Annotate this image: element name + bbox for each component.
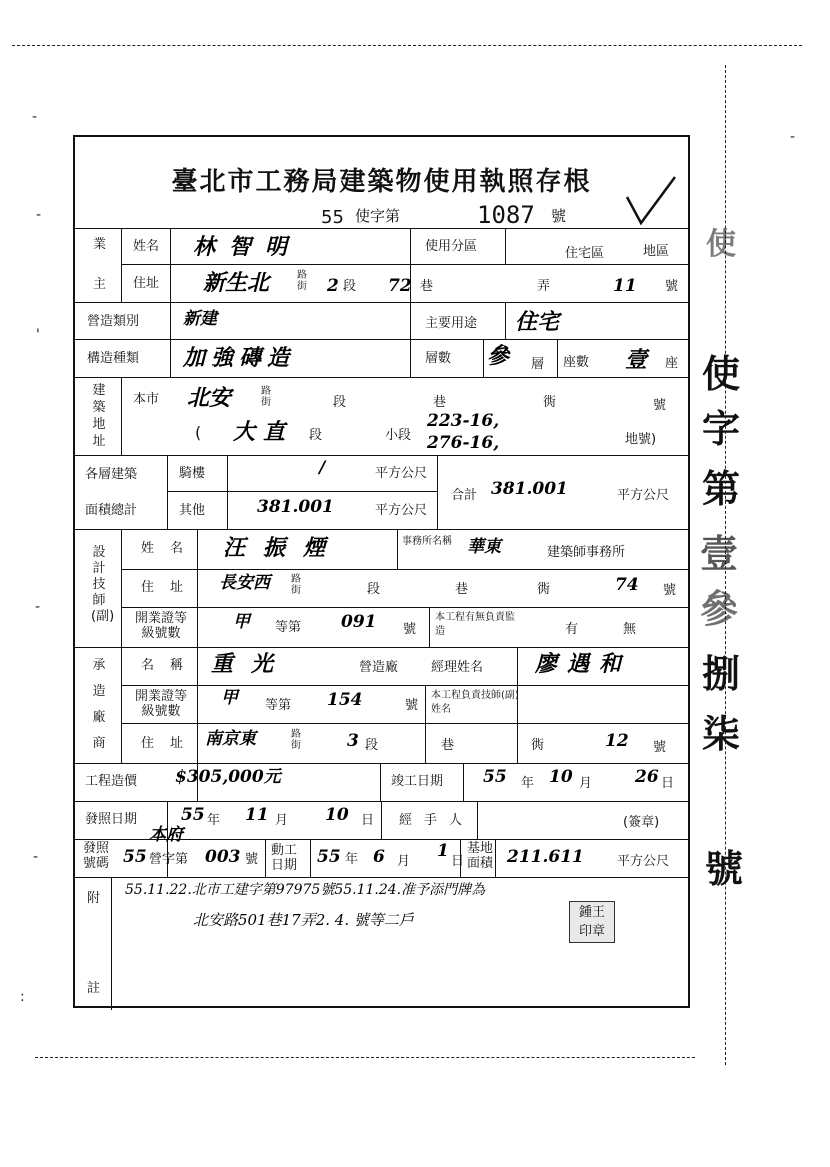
section-unit: 段 bbox=[333, 395, 347, 410]
day-unit: 日 bbox=[451, 854, 465, 869]
area-unit: 平方公尺 bbox=[375, 466, 428, 481]
district-unit: 段 bbox=[309, 428, 323, 443]
owner-name-label: 姓名 bbox=[133, 239, 160, 254]
designer-address-street: 長安西 bbox=[219, 573, 270, 593]
row-rule bbox=[75, 763, 688, 764]
structure-label: 構造種類 bbox=[87, 351, 140, 366]
col-rule bbox=[380, 763, 381, 801]
completion-year: 55 bbox=[483, 767, 507, 787]
alley-unit: 衖 bbox=[543, 395, 557, 410]
margin-char: 參 bbox=[700, 586, 739, 631]
completion-month: 10 bbox=[549, 767, 573, 787]
scan-speck: - bbox=[33, 849, 39, 865]
license-unit: 號 bbox=[405, 698, 419, 713]
lane-unit: 巷 bbox=[455, 582, 469, 597]
col-rule bbox=[477, 801, 478, 839]
firm-suffix: 營造廠 bbox=[359, 660, 399, 675]
designer-address-number: 74 bbox=[615, 575, 639, 595]
designer-address-label: 住址 bbox=[141, 580, 200, 595]
main-use-value: 住宅 bbox=[515, 309, 560, 335]
issue-label: 發照日期 bbox=[85, 812, 138, 827]
owner-section-label: 主 bbox=[93, 277, 107, 292]
col-rule bbox=[170, 228, 171, 377]
col-rule bbox=[505, 228, 506, 264]
col-rule bbox=[381, 801, 382, 839]
permit-number-value: 003 bbox=[205, 847, 241, 867]
permit-suffix: 號 bbox=[551, 207, 567, 225]
category-label: 營造類別 bbox=[87, 314, 140, 329]
engineer-label: 本工程負責技師(副)姓名 bbox=[431, 690, 519, 715]
main-use-label: 主要用途 bbox=[425, 316, 478, 331]
buildings-label: 座數 bbox=[563, 355, 590, 370]
designer-name-value: 汪振煙 bbox=[223, 535, 344, 561]
issue-year: 55 bbox=[181, 805, 205, 825]
permit-year: 55 bbox=[123, 847, 147, 867]
row-rule bbox=[167, 491, 437, 492]
margin-char: 柒 bbox=[702, 711, 741, 756]
year-unit: 年 bbox=[207, 813, 221, 828]
margin-char: 捌 bbox=[702, 651, 741, 696]
contractor-name-label: 名稱 bbox=[141, 658, 200, 673]
row-rule bbox=[121, 723, 688, 724]
manager-label: 經理姓名 bbox=[431, 660, 484, 675]
zone-suffix: 地區 bbox=[643, 244, 670, 259]
row-rule bbox=[75, 228, 688, 229]
margin-char: 第 bbox=[702, 466, 741, 511]
permit-type-label: 使字第 bbox=[355, 207, 401, 225]
lane-unit: 巷 bbox=[441, 738, 455, 753]
row-rule bbox=[121, 685, 688, 686]
owner-section-label: 業 bbox=[93, 237, 107, 252]
supervision-no: 無 bbox=[623, 622, 637, 637]
floors-value: 參 bbox=[487, 343, 510, 369]
lane-unit: 巷 bbox=[420, 279, 434, 294]
number-unit: 號 bbox=[245, 852, 259, 867]
number-unit: 號 bbox=[653, 740, 667, 755]
month-unit: 月 bbox=[275, 813, 289, 828]
section-unit: 段 bbox=[343, 279, 357, 294]
road-street-unit: 路街 bbox=[291, 729, 301, 751]
office-value: 華東 bbox=[467, 537, 501, 557]
road-street-unit: 路街 bbox=[297, 270, 307, 292]
district-value: 大直 bbox=[233, 419, 294, 445]
lot-number: 276-16, bbox=[427, 433, 500, 453]
col-rule bbox=[111, 877, 112, 1010]
issue-month: 11 bbox=[245, 805, 269, 825]
alley-unit: 衖 bbox=[531, 738, 545, 753]
city-label: 本市 bbox=[133, 392, 160, 407]
margin-char: 字 bbox=[702, 406, 741, 451]
contractor-section-label: 承造廠商 bbox=[92, 658, 106, 751]
contractor-address-label: 住址 bbox=[141, 736, 200, 751]
row-rule bbox=[121, 264, 688, 265]
col-rule bbox=[505, 302, 506, 339]
floors-unit: 層 bbox=[531, 357, 545, 372]
other-label: 其他 bbox=[179, 503, 206, 518]
scan-edge-top bbox=[12, 45, 802, 46]
license-unit: 號 bbox=[403, 622, 417, 637]
col-rule bbox=[410, 228, 411, 377]
subsection-label: 小段 bbox=[385, 428, 412, 443]
area-unit: 平方公尺 bbox=[375, 503, 428, 518]
col-rule bbox=[429, 607, 430, 647]
total-value: 381.001 bbox=[491, 479, 568, 499]
year-unit: 年 bbox=[521, 776, 535, 791]
area-label: 面積總計 bbox=[85, 503, 138, 518]
supervision-label: 本工程有無負責監造 bbox=[435, 612, 515, 637]
row-rule bbox=[75, 529, 688, 530]
designer-name-label: 姓名 bbox=[141, 541, 200, 556]
open-paren: ( bbox=[195, 423, 202, 442]
start-year: 55 bbox=[317, 847, 341, 867]
number-unit: 號 bbox=[663, 583, 677, 598]
road-street-unit: 路街 bbox=[291, 574, 301, 596]
month-unit: 月 bbox=[397, 854, 411, 869]
lane-unit: 巷 bbox=[433, 395, 447, 410]
contractor-address-street: 南京東 bbox=[205, 729, 256, 749]
col-rule bbox=[121, 228, 122, 302]
start-label: 動工日期 bbox=[271, 843, 298, 873]
owner-address-street: 新生北 bbox=[203, 270, 270, 296]
row-rule bbox=[75, 647, 688, 648]
remarks-line: 北安路501巷17弄2. 4. 號等二戶 bbox=[193, 911, 414, 929]
form-title: 臺北市工務局建築物使用執照存根 bbox=[171, 167, 592, 197]
contractor-license-label: 開業證等級號數 bbox=[134, 689, 187, 719]
row-rule bbox=[121, 607, 688, 608]
col-rule bbox=[557, 339, 558, 377]
start-day: 1 bbox=[437, 841, 449, 861]
month-unit: 月 bbox=[579, 776, 593, 791]
contractor-address-section: 3 bbox=[347, 731, 359, 751]
license-mid: 等第 bbox=[265, 698, 292, 713]
scan-edge-bottom bbox=[35, 1057, 695, 1058]
alley-unit: 衖 bbox=[537, 582, 551, 597]
col-rule bbox=[121, 377, 122, 455]
number-unit: 號 bbox=[653, 398, 667, 413]
designer-section-label: 設計技師(副) bbox=[91, 545, 115, 624]
lot-suffix: 地號) bbox=[625, 432, 657, 447]
base-area-label: 基地面積 bbox=[467, 841, 494, 871]
margin-char: 使 bbox=[706, 227, 736, 262]
row-rule bbox=[75, 339, 688, 340]
manager-value: 廖遇和 bbox=[535, 651, 632, 677]
cost-label: 工程造價 bbox=[85, 774, 138, 789]
row-rule bbox=[75, 377, 688, 378]
row-rule bbox=[75, 302, 688, 303]
check-mark-icon bbox=[623, 175, 678, 230]
col-rule bbox=[227, 455, 228, 529]
contractor-license-number: 154 bbox=[327, 690, 363, 710]
usage-zone-label: 使用分區 bbox=[425, 239, 478, 254]
day-unit: 日 bbox=[661, 776, 675, 791]
cost-value: $305,000元 bbox=[175, 767, 281, 787]
row-rule bbox=[121, 569, 688, 570]
owner-address-label: 住址 bbox=[133, 276, 160, 291]
area-unit: 平方公尺 bbox=[617, 488, 670, 503]
permit-label: 發照號碼 bbox=[83, 841, 110, 871]
permit-annotation: 本府 bbox=[149, 825, 183, 845]
issue-day: 10 bbox=[325, 805, 349, 825]
alley-unit: 弄 bbox=[537, 279, 551, 294]
other-value: 381.001 bbox=[257, 497, 334, 517]
supervision-yes: 有 bbox=[565, 622, 579, 637]
scan-speck: - bbox=[36, 207, 42, 223]
area-unit: 平方公尺 bbox=[617, 854, 670, 869]
scan-speck: - bbox=[32, 109, 38, 125]
col-rule bbox=[310, 839, 311, 877]
permit-number: 1087 bbox=[477, 201, 535, 229]
permit-type: 營字第 bbox=[149, 852, 189, 867]
scan-speck: : bbox=[20, 989, 25, 1005]
scan-speck: - bbox=[35, 599, 41, 615]
col-rule bbox=[437, 455, 438, 529]
buildings-unit: 座 bbox=[665, 356, 679, 371]
designer-license-number: 091 bbox=[341, 612, 377, 632]
margin-char: 使 bbox=[702, 351, 741, 396]
category-value: 新建 bbox=[183, 309, 217, 329]
area-label: 各層建築 bbox=[85, 467, 138, 482]
col-rule bbox=[397, 529, 398, 569]
col-rule bbox=[121, 529, 122, 763]
col-rule bbox=[167, 455, 168, 529]
floors-label: 層數 bbox=[425, 351, 452, 366]
sign-label: (簽章) bbox=[623, 815, 660, 830]
site-road-value: 北安 bbox=[187, 385, 232, 411]
owner-address-number: 11 bbox=[613, 276, 637, 296]
section-unit: 段 bbox=[365, 738, 379, 753]
col-rule bbox=[265, 839, 266, 877]
remarks-line: 55.11.22.北市工建字第97975號55.11.24.准予添門牌為 bbox=[125, 882, 486, 898]
col-rule bbox=[483, 339, 484, 377]
number-unit: 號 bbox=[665, 279, 679, 294]
contractor-license-grade: 甲 bbox=[221, 688, 238, 708]
owner-address-lane: 72 bbox=[388, 276, 412, 296]
completion-day: 26 bbox=[635, 767, 659, 787]
structure-value: 加強磚造 bbox=[183, 345, 296, 371]
remarks-label: 附 bbox=[87, 891, 101, 906]
start-month: 6 bbox=[373, 847, 385, 867]
designer-license-grade: 甲 bbox=[233, 612, 250, 632]
permit-prefix-year: 55 bbox=[321, 207, 344, 228]
owner-name-value: 林智明 bbox=[193, 234, 302, 260]
contractor-name-value: 重光 bbox=[211, 651, 292, 677]
arcade-label: 騎樓 bbox=[179, 466, 206, 481]
col-rule bbox=[495, 839, 496, 877]
total-label: 合計 bbox=[451, 488, 478, 503]
designer-license-label: 開業證等級號數 bbox=[134, 611, 187, 641]
office-label: 事務所名稱 bbox=[402, 536, 452, 547]
col-rule bbox=[463, 763, 464, 801]
site-section-label: 建築地址 bbox=[92, 383, 106, 449]
col-rule bbox=[425, 685, 426, 763]
permit-stub-card bbox=[73, 135, 690, 1008]
license-mid: 等第 bbox=[275, 620, 302, 635]
scan-speck: - bbox=[790, 129, 796, 145]
margin-char: 號 bbox=[705, 846, 744, 891]
buildings-value: 壹 bbox=[625, 347, 648, 373]
year-unit: 年 bbox=[345, 852, 359, 867]
contractor-address-number: 12 bbox=[605, 731, 629, 751]
row-rule bbox=[75, 877, 688, 878]
remarks-label: 註 bbox=[87, 981, 101, 996]
owner-address-section: 2 bbox=[327, 276, 339, 296]
day-unit: 日 bbox=[361, 813, 375, 828]
scan-speck: ' bbox=[36, 327, 40, 343]
base-area-value: 211.611 bbox=[507, 847, 584, 867]
arcade-value: / bbox=[319, 458, 326, 478]
usage-zone-value: 住宅區 bbox=[565, 246, 605, 261]
official-seal: 鍾王印章 bbox=[569, 901, 615, 943]
handler-label: 經手人 bbox=[399, 813, 475, 828]
lot-number: 223-16, bbox=[427, 411, 500, 431]
margin-char: 壹 bbox=[700, 531, 739, 576]
office-suffix: 建築師事務所 bbox=[547, 545, 626, 560]
road-street-unit: 路街 bbox=[261, 386, 271, 408]
completion-label: 竣工日期 bbox=[391, 774, 444, 789]
section-unit: 段 bbox=[367, 582, 381, 597]
